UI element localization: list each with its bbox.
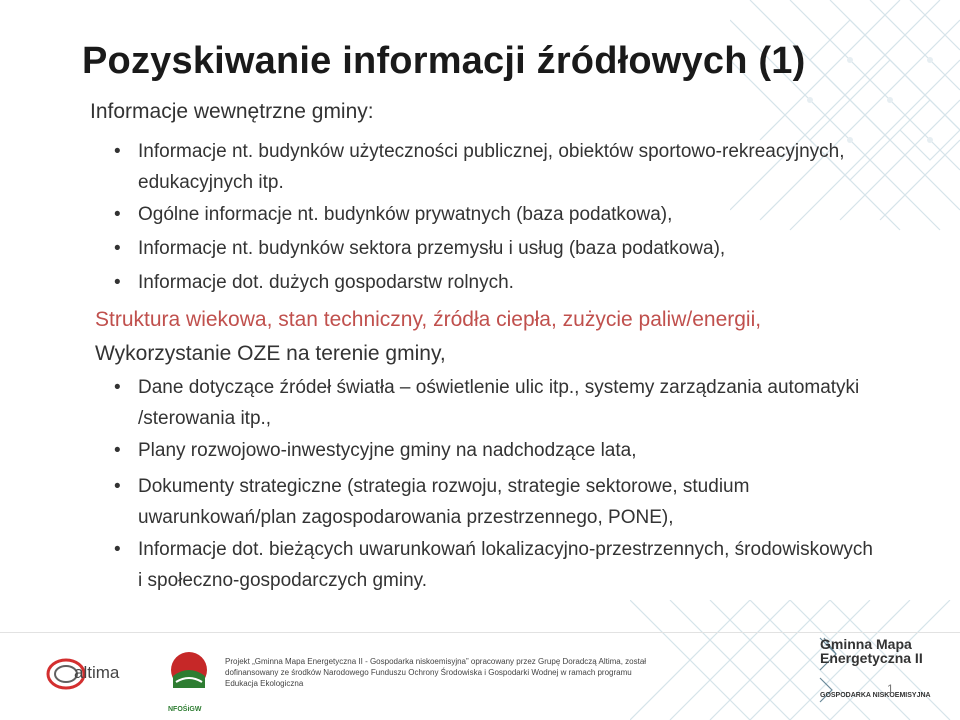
footer-divider [0, 632, 960, 633]
bullet-icon: • [114, 440, 121, 461]
funding-note: Projekt „Gminna Mapa Energetyczna II - Gospodarka niskoemisyjna” opracowany przez Grupę Doradczą Altima, został dofinansowany ze środków Narodowego Funduszu Ochrony Środowiska i Gospodarki Wodnej w ramach programu Edukacja Ekologiczna [225, 657, 647, 688]
list-item [114, 435, 878, 466]
bullet-icon: • [114, 141, 121, 162]
nfosigw-logo-icon [168, 646, 210, 706]
list-item [114, 233, 878, 264]
gmina-mapa-name: Gminna Mapa Energetyczna II [820, 636, 923, 666]
list-item [114, 136, 878, 198]
nfosigw-label: NFOŚiGW [168, 706, 202, 713]
bullet-icon: • [114, 272, 121, 293]
list-item [114, 267, 878, 298]
bullet-icon: • [114, 476, 121, 497]
altima-label: altima [74, 663, 120, 682]
renewables-line: Wykorzystanie OZE na terenie gminy, [95, 342, 446, 365]
list-item-text: Plany rozwojowo-inwestycyjne gminy na nadchodzące lata, [138, 440, 637, 461]
slide-title: Pozyskiwanie informacji źródłowych (1) [82, 40, 806, 82]
list-item-text: Informacje dot. bieżących uwarunkowań lokalizacyjno-przestrzennych, środowiskowych i społeczno-gospodarczych gminy. [138, 539, 873, 591]
list-item [114, 471, 878, 533]
highlight-line: Struktura wiekowa, stan techniczny, źródła ciepła, zużycie paliw/energii, [95, 308, 762, 331]
list-item [114, 372, 878, 434]
list-item-text: Informacje dot. dużych gospodarstw rolnych. [138, 272, 514, 293]
list-item-text: Ogólne informacje nt. budynków prywatnych (baza podatkowa), [138, 204, 673, 225]
list-item-text: Dane dotyczące źródeł światła – oświetlenie ulic itp., systemy zarządzania automatyki /sterowania itp., [138, 377, 860, 429]
list-item [114, 534, 878, 596]
intro-heading: Informacje wewnętrzne gminy: [90, 100, 374, 123]
bullet-icon: • [114, 238, 121, 259]
list-item-text: Informacje nt. budynków użyteczności publicznej, obiektów sportowo-rekreacyjnych, edukacyjnych itp. [138, 141, 845, 193]
list-item-text: Informacje nt. budynków sektora przemysłu i usług (baza podatkowa), [138, 238, 726, 259]
bullet-icon: • [114, 204, 121, 225]
list-item [114, 199, 878, 230]
list-item-text: Dokumenty strategiczne (strategia rozwoju, strategie sektorowe, studium uwarunkowań/plan zagospodarowania przestrzennego, PONE), [138, 476, 750, 528]
bullet-icon: • [114, 377, 121, 398]
bullet-icon: • [114, 539, 121, 560]
page-number: 1 [887, 682, 894, 696]
gmina-mapa-subtitle: GOSPODARKA NISKOEMISYJNA [820, 692, 931, 699]
